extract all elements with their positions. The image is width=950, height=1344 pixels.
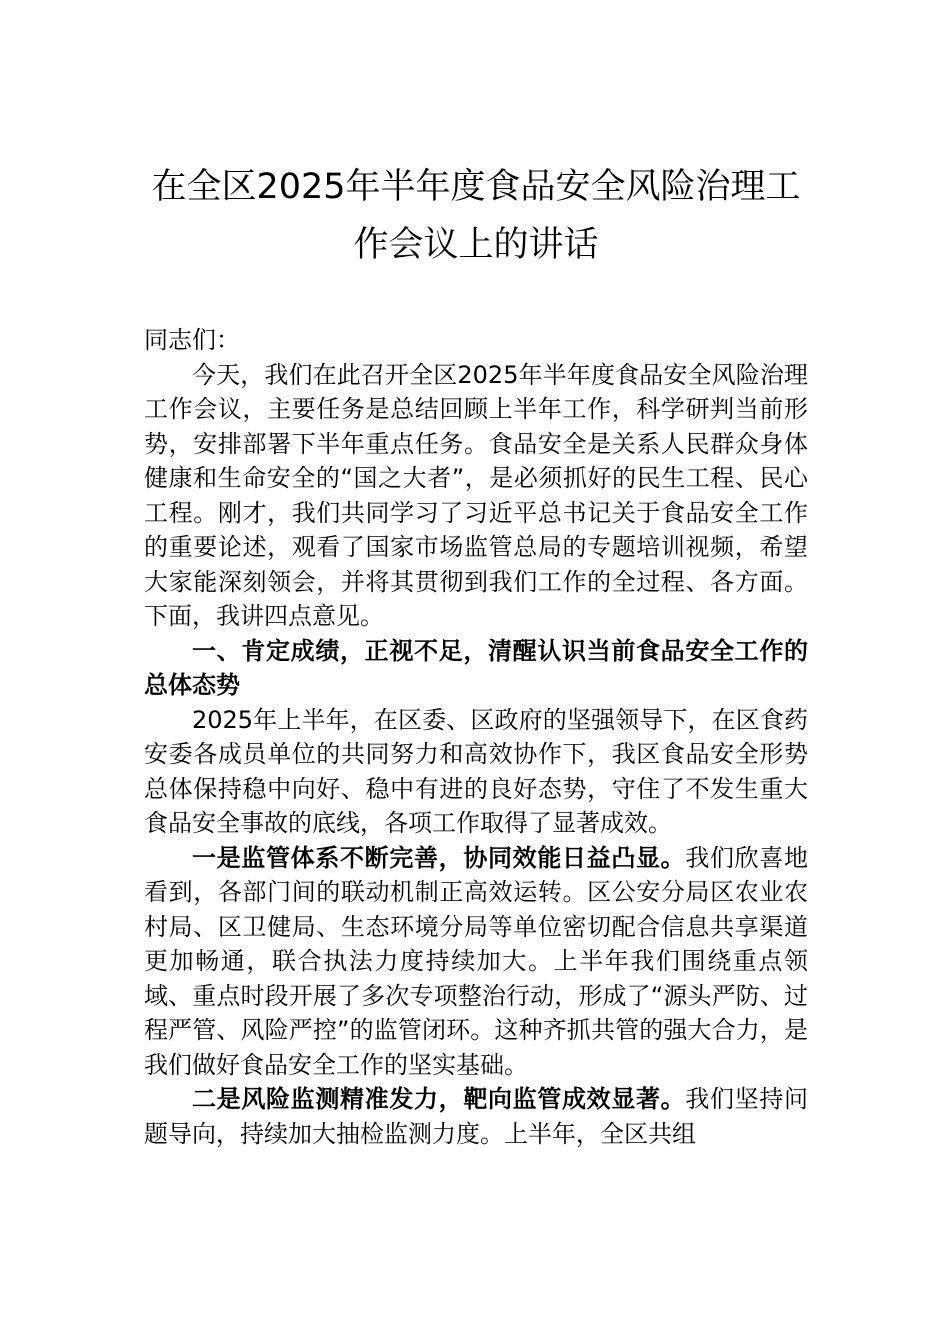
paragraph-point-1	[144, 841, 808, 1083]
document-body	[144, 323, 808, 1151]
section-heading-1: 一、肯定成绩，正视不足，清醒认识当前食品安全工作的总体态势	[144, 636, 808, 699]
paragraph-text: 今天，我们在此召开全区2025年半年度食品安全风险治理工作会议，主要任务是总结回顾上半年工作，科学研判当前形势，安排部署下半年重点任务。食品安全是关系人民群众身体健康和生命安全的“国之大者”，是必须抓好的民生工程、民心工程。刚才，我们共同学习了习近平总书记关于食品安全工作的重要论述，观看了国家市场监管总局的专题培训视频，希望大家能深刻领会，并将其贯彻到我们工作的全过程、各方面。下面，我讲四点意见。	[144, 360, 808, 630]
paragraph-text: 我们坚持问题导向，持续加大抽检监测力度。上半年，全区共组	[144, 1085, 809, 1148]
paragraph-lead: 一是监管体系不断完善，协同效能日益凸显。	[192, 843, 686, 872]
paragraph-text: 我们欣喜地看到，各部门间的联动机制正高效运转。区公安分局区农业农村局、区卫健局、生态环境分局等单位密切配合信息共享渠道更加畅通，联合执法力度持续加大。上半年我们围绕重点领域、重点时段开展了多次专项整治行动，形成了“源头严防、过程严管、风险严控”的监管闭环。这种齐抓共管的强大合力，是我们做好食品安全工作的坚实基础。	[144, 843, 809, 1079]
paragraph-point-2	[144, 1082, 808, 1151]
paragraph-text: 2025年上半年，在区委、区政府的坚强领导下，在区食药安委各成员单位的共同努力和高效协作下，我区食品安全形势总体保持稳中向好、稳中有进的良好态势，守住了不发生重大食品安全事故的底线，各项工作取得了显著成效。	[144, 705, 808, 837]
document-page	[144, 158, 808, 1151]
paragraph-lead: 二是风险监测精准发力，靶向监管成效显著。	[192, 1085, 686, 1113]
salutation: 同志们：	[144, 326, 240, 354]
paragraph-intro	[144, 358, 808, 634]
paragraph-overview	[144, 703, 808, 841]
document-title: 在全区2025年半年度食品安全风险治理工作会议上的讲话	[151, 167, 801, 265]
